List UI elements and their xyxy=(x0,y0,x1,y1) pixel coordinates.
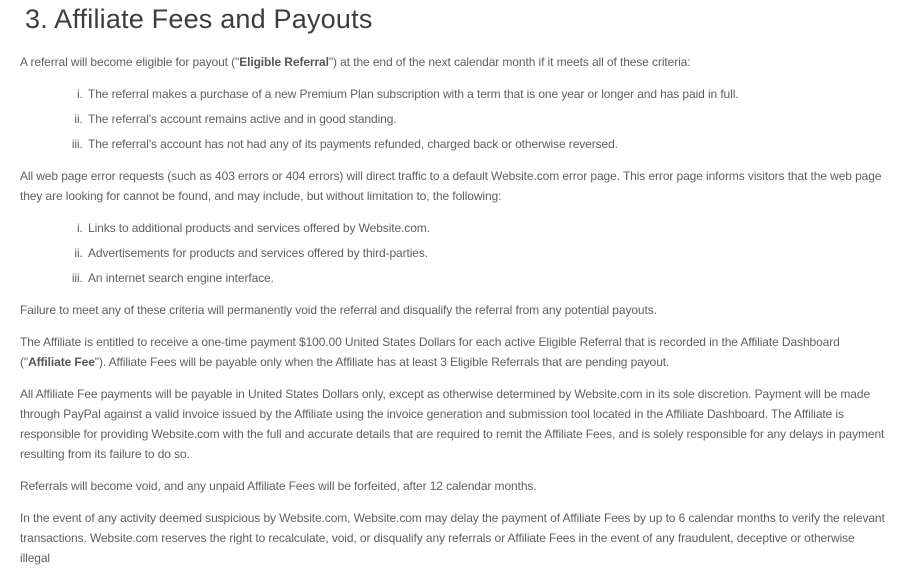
term-affiliate-fee: Affiliate Fee xyxy=(28,355,95,369)
error-page-paragraph: All web page error requests (such as 403 errors or 404 errors) will direct traffic to a default Website.com error page. This error page informs visitors that the web page they are looking for cannot be found, and may include, but without limitation to, the following: xyxy=(20,169,882,203)
suspicious-activity-paragraph: In the event of any activity deemed suspicious by Website.com, Website.com may delay the payment of Affiliate Fees by up to 6 calendar months to verify the relevant transactions. Website.com reserves the right to recalculate, void, or disqualify any referrals or Affiliate Fees in the event of any fraudulent, deceptive or otherwise illegal xyxy=(20,511,885,565)
error-page-content-list xyxy=(20,218,886,288)
failure-paragraph: Failure to meet any of these criteria will permanently void the referral and disqualify the referral from any potential payouts. xyxy=(20,303,657,317)
void-paragraph: Referrals will become void, and any unpaid Affiliate Fees will be forfeited, after 12 calendar months. xyxy=(20,479,537,493)
error-page-item-3: iii. An internet search engine interface. xyxy=(86,268,886,288)
intro-paragraph xyxy=(20,52,886,72)
fee-text-post: "). Affiliate Fees will be payable only when the Affiliate has at least 3 Eligible Referrals that are pending payout. xyxy=(94,355,670,369)
payment-paragraph: All Affiliate Fee payments will be payable in United States Dollars only, except as otherwise determined by Website.com in its sole discretion. Payment will be made through PayPal against a valid invoice issued by the Affiliate using the invoice generation and submission tool located in the Affiliate Dashboard. The Affiliate is responsible for providing Website.com with the full and accurate details that are required to remit the Affiliate Fees, and is solely responsible for any delays in payment resulting from its failure to do so. xyxy=(20,387,885,461)
term-eligible-referral: Eligible Referral xyxy=(239,55,329,69)
criteria-item-2: ii. The referral's account remains active and in good standing. xyxy=(86,109,886,129)
error-page-item-2: ii. Advertisements for products and services offered by third-parties. xyxy=(86,243,886,263)
fee-text-pre: The Affiliate is entitled to receive a one-time payment $100.00 United States Dollars for each active Eligible Referral that is recorded in the Affiliate Dashboard (" xyxy=(20,335,840,369)
fee-paragraph xyxy=(20,332,886,372)
intro-text-pre: A referral will become eligible for payout (" xyxy=(20,55,240,69)
criteria-item-1: i. The referral makes a purchase of a new Premium Plan subscription with a term that is one year or longer and has paid in full. xyxy=(86,84,886,104)
eligibility-criteria-list xyxy=(20,84,886,154)
section-title: 3. Affiliate Fees and Payouts xyxy=(25,4,373,34)
error-page-item-1: i. Links to additional products and services offered by Website.com. xyxy=(86,218,886,238)
criteria-item-3: iii. The referral's account has not had any of its payments refunded, charged back or otherwise reversed. xyxy=(86,134,886,154)
intro-text-post: ") at the end of the next calendar month if it meets all of these criteria: xyxy=(328,55,691,69)
